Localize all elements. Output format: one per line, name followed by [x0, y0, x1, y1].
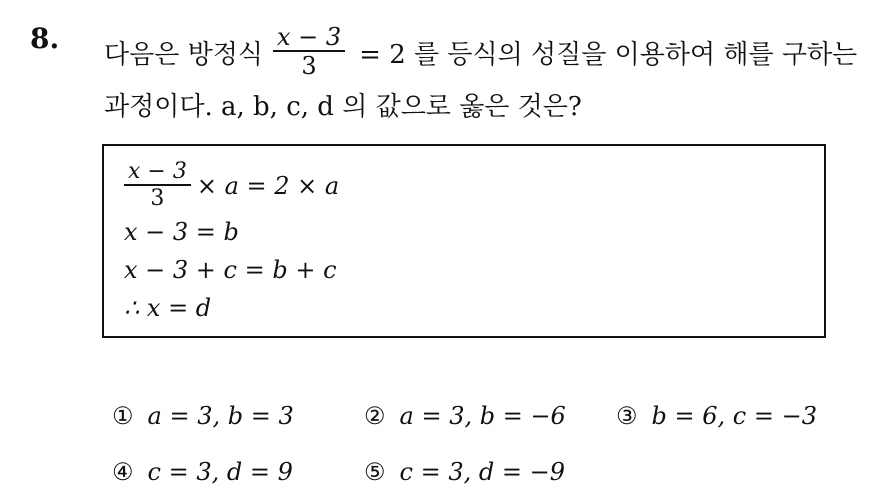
question-line-1: [104, 24, 857, 80]
step1-fraction: [124, 160, 191, 212]
option-text-2: a = 3, b = −6: [399, 402, 566, 430]
solution-step-2: x − 3 = b: [124, 218, 239, 246]
answer-option-3[interactable]: [616, 402, 817, 430]
option-text-1: a = 3, b = 3: [147, 402, 294, 430]
solution-step-1: [124, 160, 339, 212]
answer-option-4[interactable]: [112, 458, 293, 486]
option-number-2: ②: [364, 402, 386, 430]
answer-option-2[interactable]: [364, 402, 566, 430]
step1-denominator: 3: [150, 186, 165, 211]
fraction-denominator: 3: [301, 52, 317, 80]
option-number-5: ⑤: [364, 458, 386, 486]
answer-option-5[interactable]: [364, 458, 565, 486]
fraction-numerator: x − 3: [276, 23, 342, 51]
option-text-4: c = 3, d = 9: [147, 458, 293, 486]
option-number-4: ④: [112, 458, 134, 486]
option-number-1: ①: [112, 402, 134, 430]
option-text-5: c = 3, d = −9: [399, 458, 565, 486]
question-prefix: 다음은 방정식: [104, 39, 263, 70]
step1-numerator: x − 3: [128, 159, 187, 184]
solution-step-4: ∴ x = d: [124, 294, 212, 322]
step1-rest: × a = 2 × a: [196, 172, 340, 200]
option-number-3: ③: [616, 402, 638, 430]
answer-option-1[interactable]: [112, 402, 294, 430]
equation-fraction: [273, 24, 345, 80]
question-suffix: = 2 를 등식의 성질을 이용하여 해를 구하는: [359, 39, 858, 70]
question-number: 8.: [30, 22, 60, 55]
solution-step-3: x − 3 + c = b + c: [124, 256, 337, 284]
option-text-3: b = 6, c = −3: [651, 402, 817, 430]
question-line-2: 과정이다. a, b, c, d 의 값으로 옳은 것은?: [104, 92, 582, 122]
